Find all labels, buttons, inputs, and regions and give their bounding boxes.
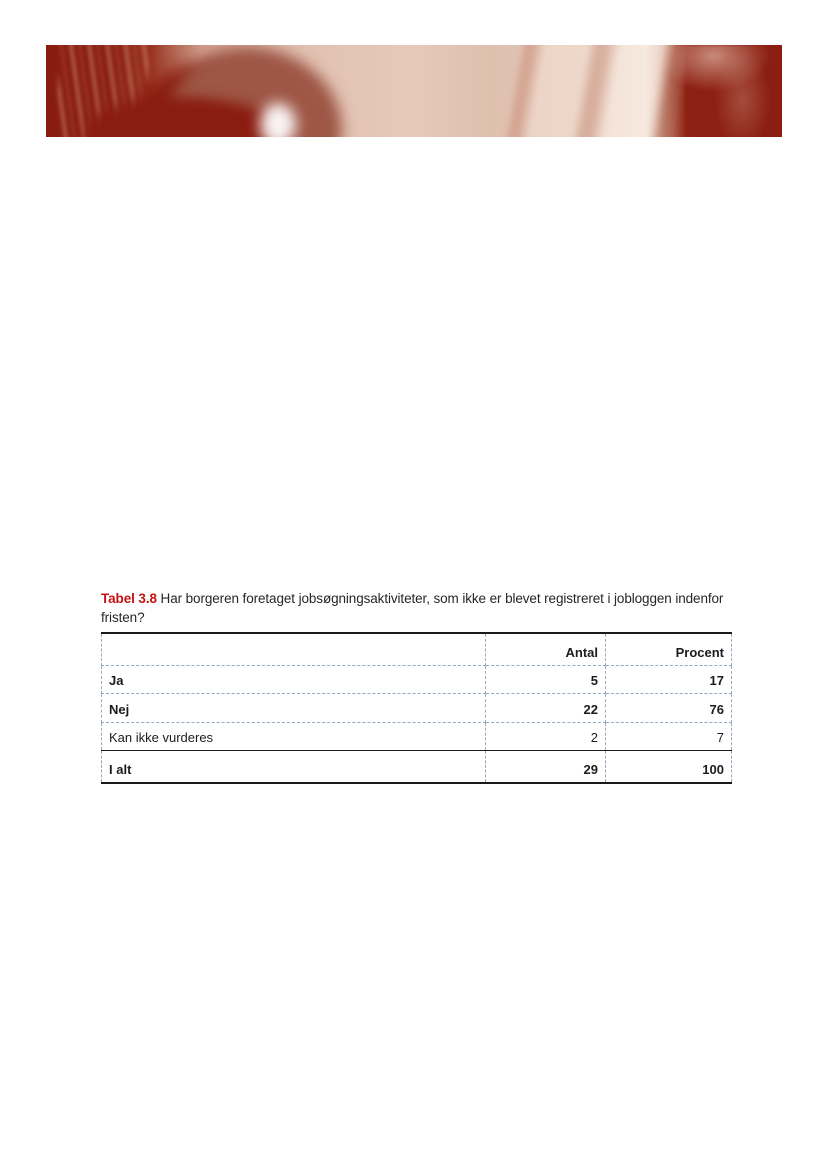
antal-value: 22 [486,693,606,722]
header-cell-antal: Antal [486,633,606,665]
header-photo-banner [46,45,782,137]
row-label: Ja [102,665,486,693]
row-label: Nej [102,693,486,722]
antal-value: 2 [486,722,606,750]
banner-plant-wisps [602,45,782,137]
procent-value: 17 [606,665,732,693]
table-row-i-alt-total [102,750,732,783]
table-row-nej [102,693,732,722]
table-caption [101,589,749,627]
table-caption-number: Tabel 3.8 [101,591,157,606]
procent-value: 76 [606,693,732,722]
header-cell-empty [102,633,486,665]
header-cell-procent: Procent [606,633,732,665]
table-caption-text: Har borgeren foretaget jobsøgningsaktiviteter, som ikke er blevet registreret i jobloggen indenfor fristen? [101,591,724,625]
table-row-kan-ikke-vurderes [102,722,732,750]
antal-value: 29 [486,750,606,783]
row-label: I alt [102,750,486,783]
procent-value: 7 [606,722,732,750]
results-table [101,632,732,784]
row-label: Kan ikke vurderes [102,722,486,750]
table-header-row [102,633,732,665]
procent-value: 100 [606,750,732,783]
antal-value: 5 [486,665,606,693]
table-row-ja [102,665,732,693]
